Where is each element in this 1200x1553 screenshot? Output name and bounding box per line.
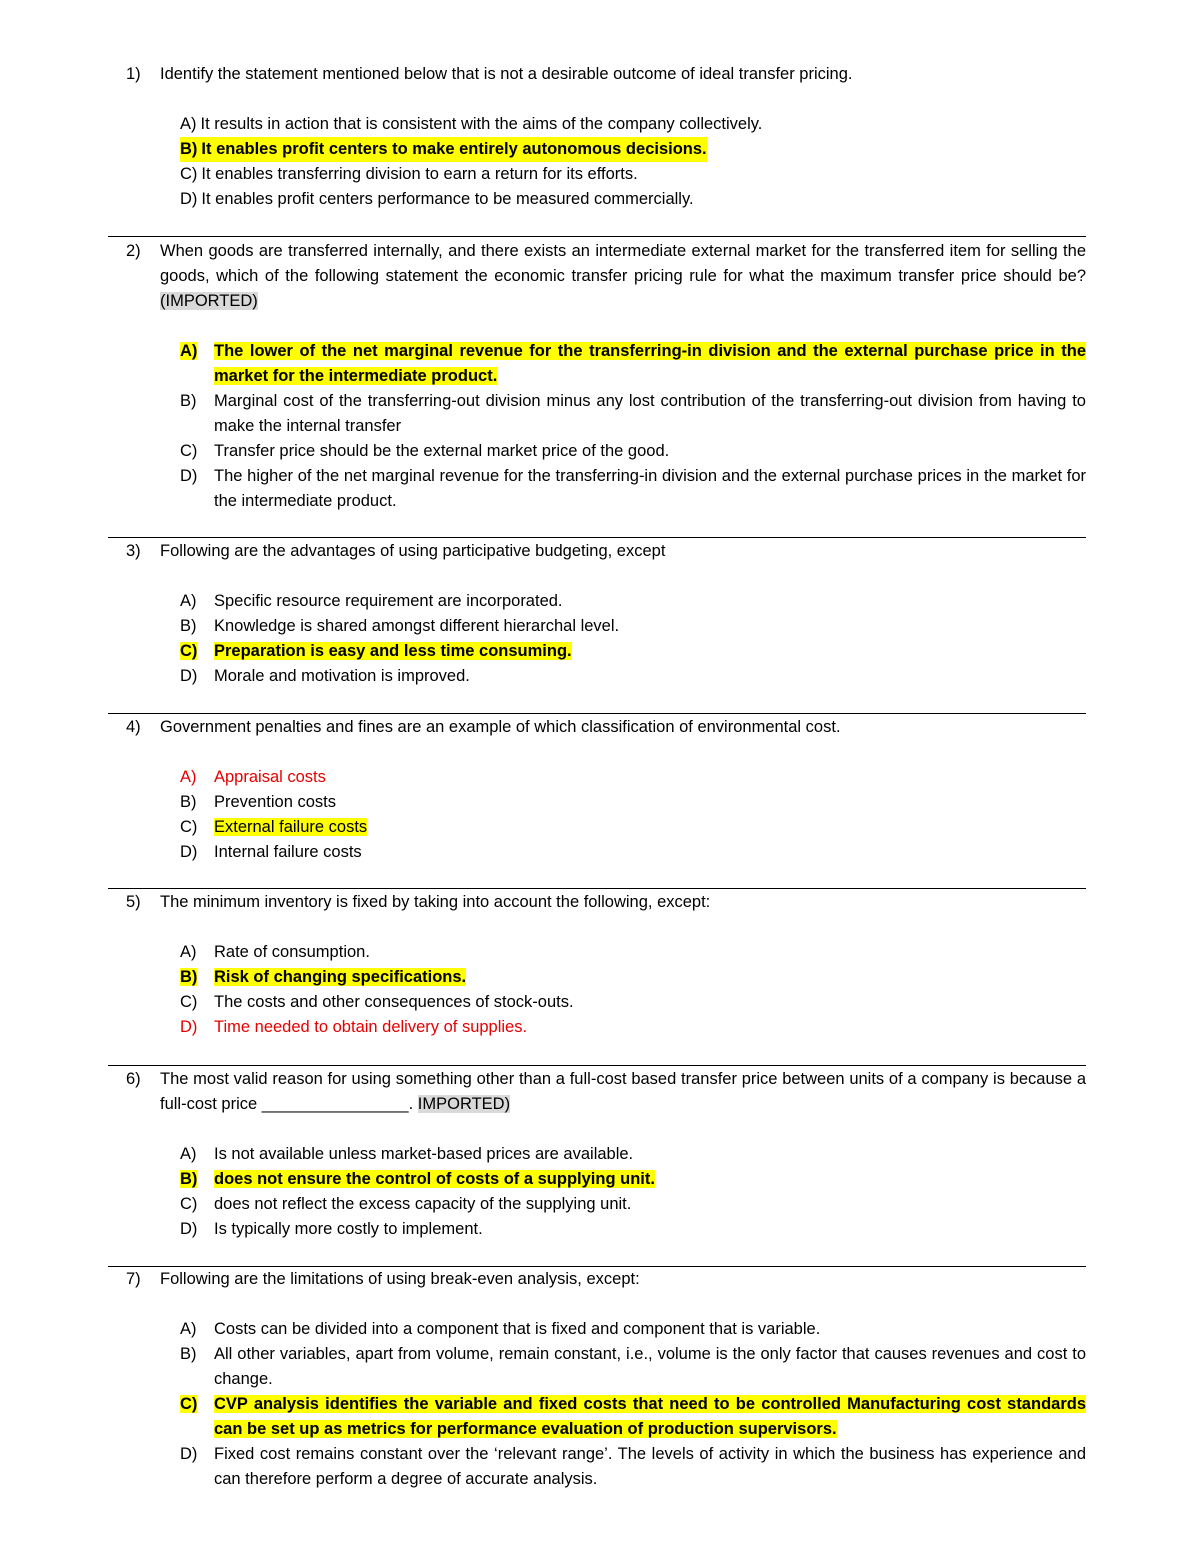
option-label: C) bbox=[180, 818, 198, 836]
option-c bbox=[126, 1392, 1086, 1442]
option-text: Fixed cost remains constant over the ‘relevant range’. The levels of activity in which the business has experience and can therefore perform a degree of accurate analysis. bbox=[214, 1445, 1086, 1488]
option-d bbox=[180, 187, 1086, 212]
option-label: B) bbox=[180, 392, 197, 410]
option-label: C) bbox=[180, 642, 198, 660]
option-c bbox=[126, 990, 1086, 1015]
question-number: 2) bbox=[126, 242, 141, 260]
question-number: 5) bbox=[126, 893, 141, 911]
option-b bbox=[126, 614, 1086, 639]
option-label: D) bbox=[180, 467, 198, 485]
option-label: C) bbox=[180, 1195, 198, 1213]
option-b bbox=[126, 790, 1086, 815]
option-text: does not reflect the excess capacity of the supplying unit. bbox=[214, 1195, 632, 1213]
option-label: B) bbox=[180, 140, 198, 158]
option-text-highlighted: CVP analysis identifies the variable and fixed costs that need to be controlled Manufacturing cost standards can be set up as metrics for performance evaluation of production supervisors. bbox=[214, 1395, 1086, 1438]
option-b bbox=[126, 1342, 1086, 1392]
option-a bbox=[126, 1142, 1086, 1167]
option-label: A) bbox=[180, 1145, 197, 1163]
option-label: D) bbox=[180, 667, 198, 685]
option-text-red: Appraisal costs bbox=[214, 768, 326, 786]
option-b bbox=[126, 389, 1086, 439]
option-text-highlighted: does not ensure the control of costs of a supplying unit. bbox=[214, 1170, 655, 1188]
option-label: A) bbox=[180, 943, 197, 961]
separator-line bbox=[108, 713, 1086, 714]
question-number: 3) bbox=[126, 542, 141, 560]
question-text: Following are the limitations of using break-even analysis, except: bbox=[160, 1270, 640, 1288]
option-label: B) bbox=[180, 1170, 198, 1188]
option-b bbox=[180, 137, 1086, 162]
option-text: Marginal cost of the transferring-out division minus any lost contribution of the transferring-out division from having to make the internal transfer bbox=[214, 392, 1086, 435]
option-d bbox=[126, 1015, 1086, 1040]
question-text: Government penalties and fines are an example of which classification of environmental cost. bbox=[160, 718, 841, 736]
option-label: B) bbox=[180, 968, 198, 986]
option-a bbox=[126, 765, 1086, 790]
option-label: B) bbox=[180, 1345, 197, 1363]
option-label: D) bbox=[180, 190, 198, 208]
option-text: Rate of consumption. bbox=[214, 943, 370, 961]
option-label: D) bbox=[180, 1445, 198, 1463]
option-text: Transfer price should be the external market price of the good. bbox=[214, 442, 670, 460]
option-text: It enables transferring division to earn a return for its efforts. bbox=[201, 165, 638, 183]
option-text-highlighted: Preparation is easy and less time consuming. bbox=[214, 642, 572, 660]
option-c bbox=[180, 162, 1086, 187]
option-text: The higher of the net marginal revenue for the transferring-in division and the external purchase prices in the market for the intermediate product. bbox=[214, 467, 1086, 510]
option-a bbox=[126, 589, 1086, 614]
question-4 bbox=[126, 715, 1086, 865]
question-1 bbox=[126, 62, 1086, 212]
option-label: D) bbox=[180, 1220, 198, 1238]
option-label: A) bbox=[180, 342, 198, 360]
option-label: C) bbox=[180, 993, 198, 1011]
option-text-highlighted: The lower of the net marginal revenue for the transferring-in division and the external purchase price in the market for the intermediate product. bbox=[214, 342, 1086, 385]
question-6 bbox=[126, 1067, 1086, 1242]
option-text-highlighted: External failure costs bbox=[214, 818, 368, 836]
option-text: All other variables, apart from volume, remain constant, i.e., volume is the only factor that causes revenues and cost to change. bbox=[214, 1345, 1086, 1388]
question-text: The most valid reason for using something other than a full-cost based transfer price between units of a company is because a full-cost price ________________. bbox=[160, 1070, 1086, 1113]
option-d bbox=[126, 1217, 1086, 1242]
question-number: 7) bbox=[126, 1270, 141, 1288]
option-text: The costs and other consequences of stock-outs. bbox=[214, 993, 574, 1011]
imported-tag: (IMPORTED) bbox=[160, 292, 258, 310]
option-label: A) bbox=[180, 768, 197, 786]
imported-tag: IMPORTED) bbox=[417, 1095, 511, 1113]
option-label: B) bbox=[180, 617, 197, 635]
option-label: D) bbox=[180, 843, 198, 861]
option-label: A) bbox=[180, 592, 197, 610]
option-b bbox=[126, 965, 1086, 990]
option-b bbox=[126, 1167, 1086, 1192]
option-text: Knowledge is shared amongst different hierarchal level. bbox=[214, 617, 620, 635]
option-text-highlighted: Risk of changing specifications. bbox=[214, 968, 467, 986]
question-3 bbox=[126, 539, 1086, 689]
question-text: Identify the statement mentioned below that is not a desirable outcome of ideal transfer pricing. bbox=[160, 65, 853, 83]
question-text: The minimum inventory is fixed by taking into account the following, except: bbox=[160, 893, 711, 911]
option-a bbox=[126, 1317, 1086, 1342]
separator-line bbox=[108, 537, 1086, 538]
option-text: Internal failure costs bbox=[214, 843, 362, 861]
question-7 bbox=[126, 1267, 1086, 1492]
option-text: Specific resource requirement are incorporated. bbox=[214, 592, 563, 610]
separator-line bbox=[108, 236, 1086, 237]
question-number: 1) bbox=[126, 65, 141, 83]
option-label: C) bbox=[180, 442, 198, 460]
option-label: C) bbox=[180, 1395, 198, 1413]
option-label: A) bbox=[180, 115, 197, 133]
option-c bbox=[126, 439, 1086, 464]
option-label: A) bbox=[180, 1320, 197, 1338]
option-d bbox=[126, 1442, 1086, 1492]
question-5 bbox=[126, 890, 1086, 1040]
question-text: When goods are transferred internally, and there exists an intermediate external market for the transferred item for selling the goods, which of the following statement the economic transfer pricing rule for what the maximum transfer price should be? bbox=[160, 242, 1086, 285]
option-text: Is typically more costly to implement. bbox=[214, 1220, 483, 1238]
option-text-highlighted: It enables profit centers to make entirely autonomous decisions. bbox=[201, 140, 707, 158]
option-text: Is not available unless market-based prices are available. bbox=[214, 1145, 634, 1163]
option-c bbox=[126, 639, 1086, 664]
question-text: Following are the advantages of using participative budgeting, except bbox=[160, 542, 666, 560]
question-number: 6) bbox=[126, 1070, 141, 1088]
option-text: Prevention costs bbox=[214, 793, 336, 811]
option-a bbox=[126, 339, 1086, 389]
option-a bbox=[126, 940, 1086, 965]
option-text-red: Time needed to obtain delivery of supplies. bbox=[214, 1018, 528, 1036]
option-text: It enables profit centers performance to be measured commercially. bbox=[201, 190, 694, 208]
option-text: Costs can be divided into a component that is fixed and component that is variable. bbox=[214, 1320, 821, 1338]
option-a bbox=[180, 112, 1086, 137]
option-d bbox=[126, 464, 1086, 514]
option-label: C) bbox=[180, 165, 198, 183]
question-number: 4) bbox=[126, 718, 141, 736]
option-c bbox=[126, 1192, 1086, 1217]
option-label: B) bbox=[180, 793, 197, 811]
option-d bbox=[126, 840, 1086, 865]
option-d bbox=[126, 664, 1086, 689]
option-text: It results in action that is consistent with the aims of the company collectively. bbox=[200, 115, 763, 133]
option-c bbox=[126, 815, 1086, 840]
separator-line bbox=[108, 1065, 1086, 1066]
question-2 bbox=[126, 239, 1086, 514]
option-label: D) bbox=[180, 1018, 198, 1036]
separator-line bbox=[108, 888, 1086, 889]
option-text: Morale and motivation is improved. bbox=[214, 667, 470, 685]
